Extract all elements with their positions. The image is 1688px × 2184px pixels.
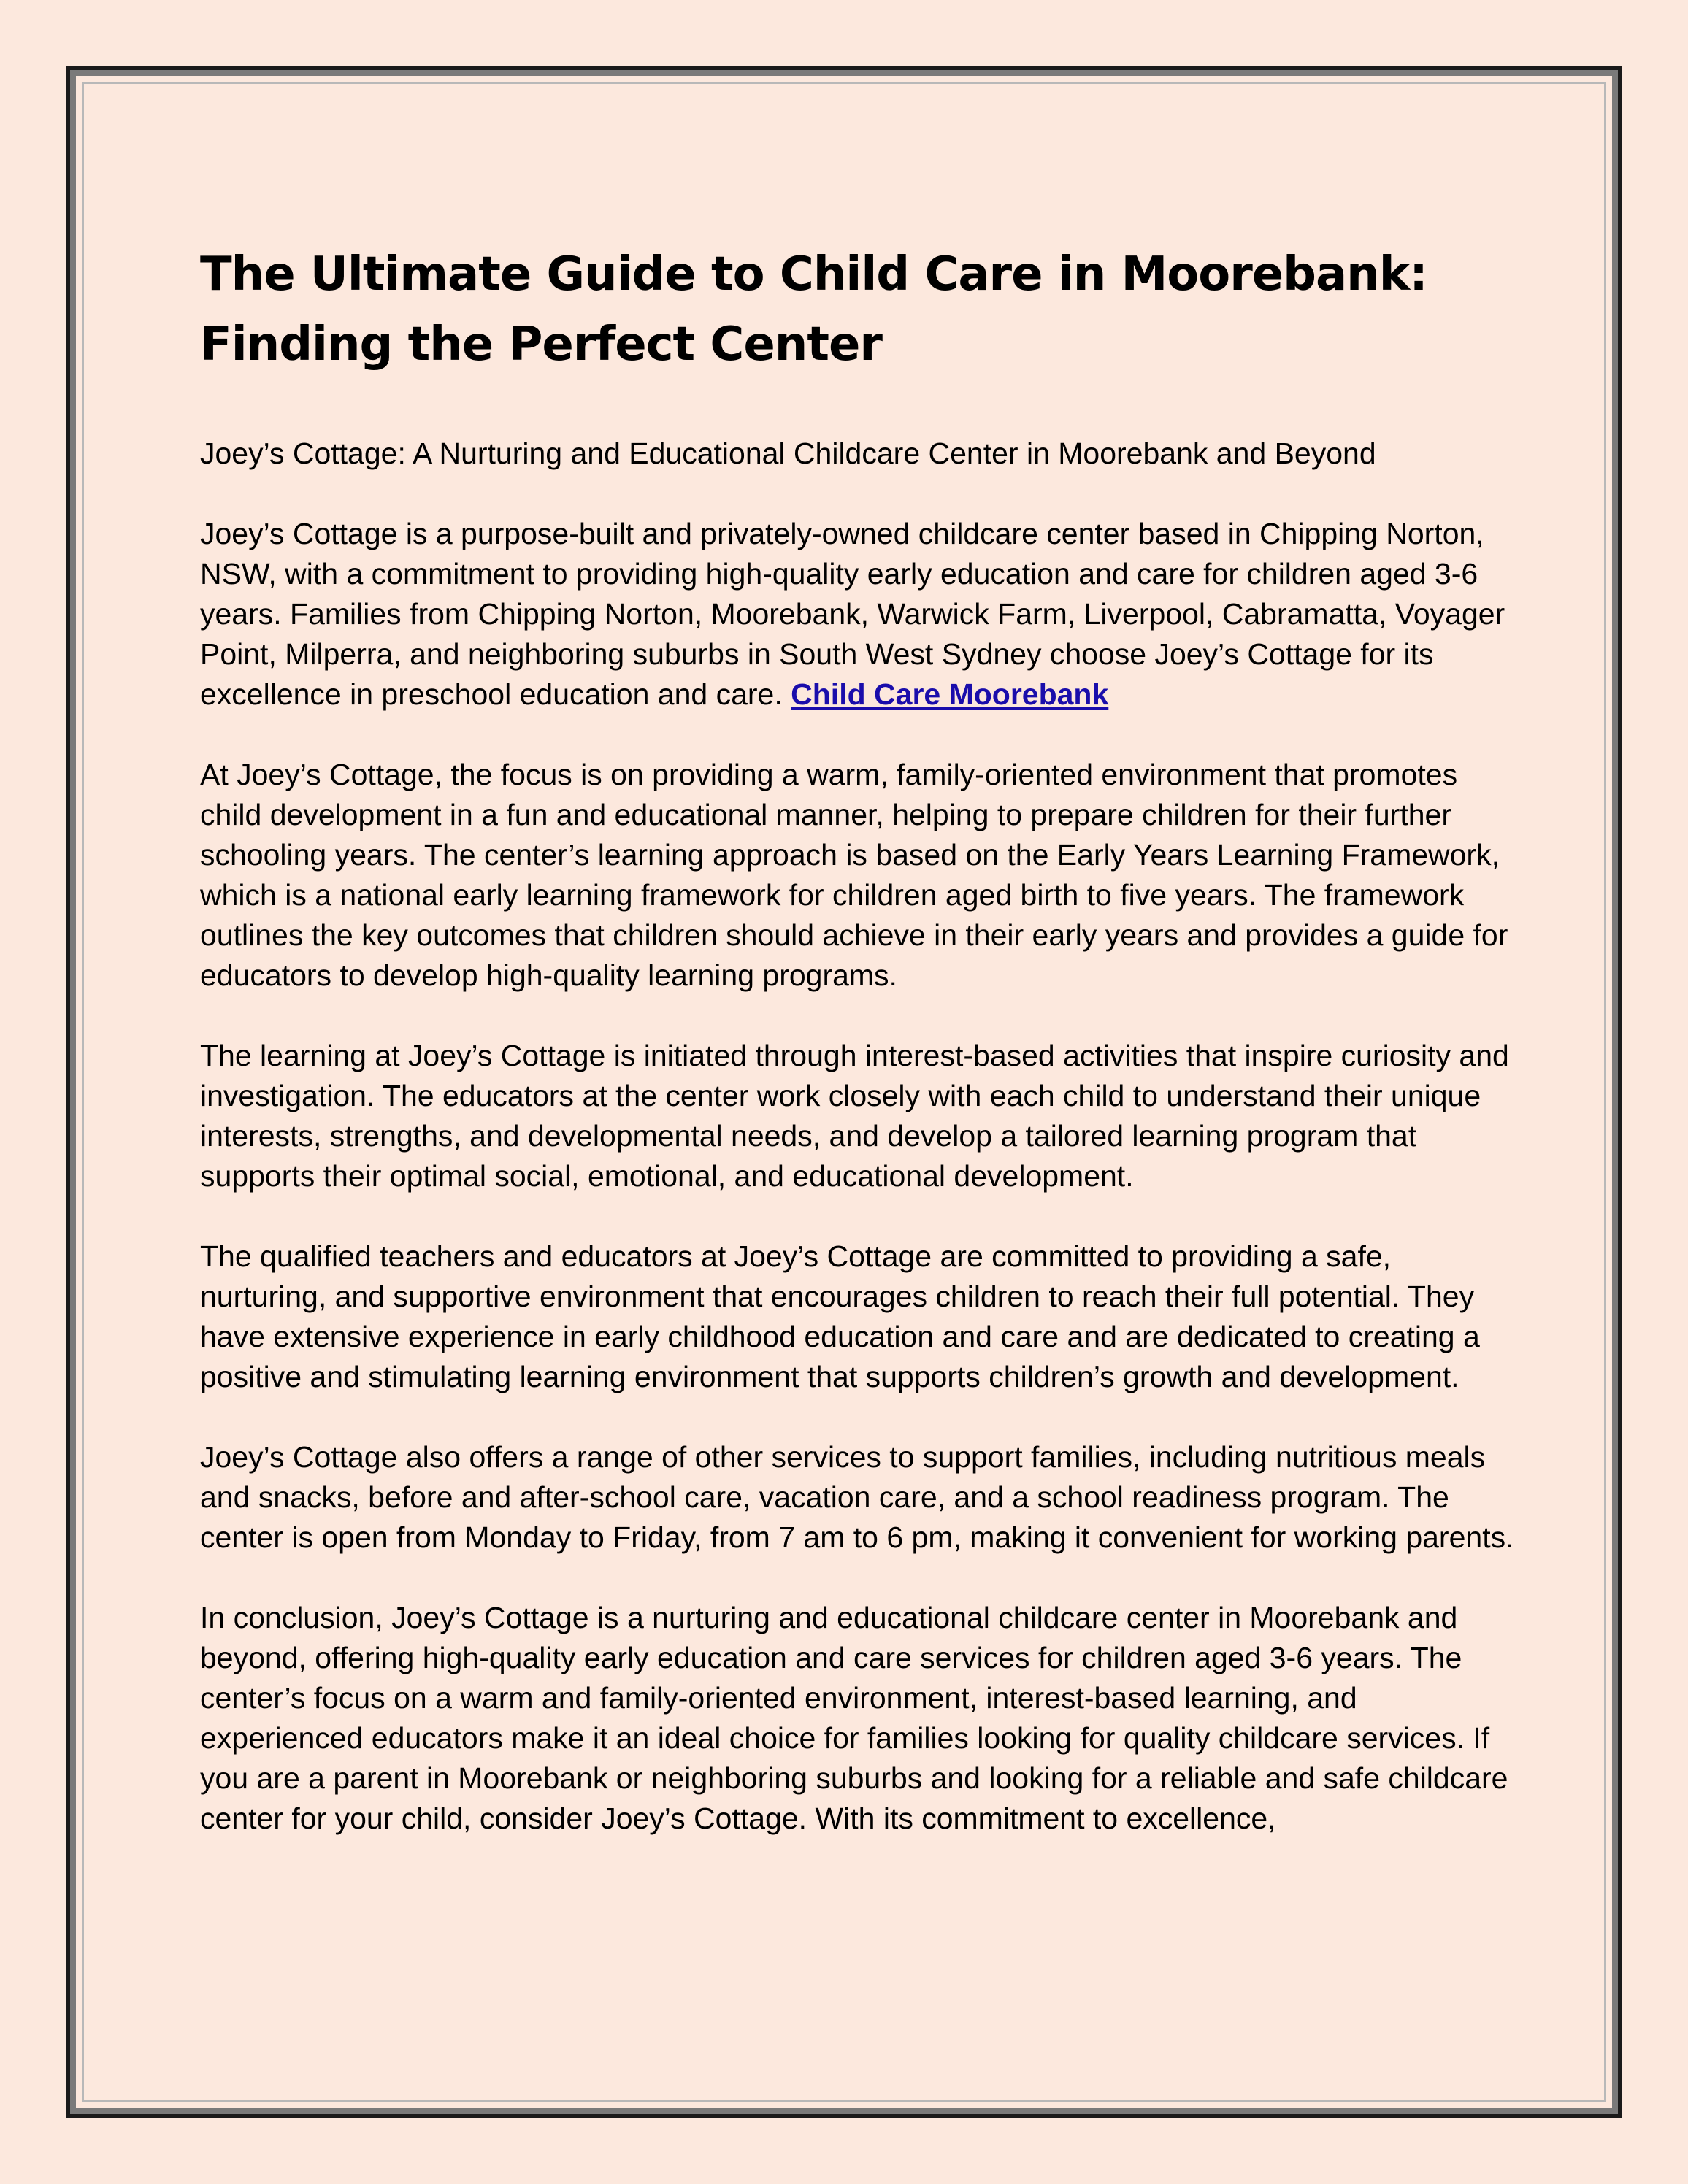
paragraph-learning: The learning at Joey’s Cottage is initiated through interest-based activities that inspire curiosity and investigation. The educators at the center work closely with each child to understand their unique interests, strengths, and developmental needs, and develop a tailored learning program that supports their optimal social, emotional, and educational development. xyxy=(200,1039,1509,1193)
paragraph-educators: The qualified teachers and educators at Joey’s Cottage are committed to providing a safe, nurturing, and supportive environment that encourages children to reach their full potential. They have extensive experience in early childhood education and care and are dedicated to creating a positive and stimulating learning environment that supports children’s growth and development. xyxy=(200,1239,1480,1393)
child-care-moorebank-link[interactable]: Child Care Moorebank xyxy=(791,677,1109,711)
paragraph-conclusion: In conclusion, Joey’s Cottage is a nurturing and educational childcare center in Moorebank and beyond, offering high-quality early education and care services for children aged 3-6 years. The center’s focus on a warm and family-oriented environment, interest-based learning, and experienced educators make it an ideal choice for families looking for quality childcare services. If you are a parent in Moorebank or neighboring suburbs and looking for a reliable and safe childcare center for your child, consider Joey’s Cottage. With its commitment to excellence, xyxy=(200,1601,1508,1835)
paragraph-intro-text: Joey’s Cottage is a purpose-built and privately-owned childcare center based in Chipping Norton, NSW, with a commitment to providing high-quality early education and care for children aged 3-6 years. Families from Chipping Norton, Moorebank, Warwick Farm, Liverpool, Cabramatta, Voyager Point, Milperra, and neighboring suburbs in South West Sydney choose Joey’s Cottage for its excellence in preschool education and care. xyxy=(200,517,1505,711)
article-title: The Ultimate Guide to Child Care in Moorebank: Finding the Perfect Center xyxy=(200,247,1427,372)
paragraph-intro xyxy=(200,514,1514,715)
paragraph-services: Joey’s Cottage also offers a range of other services to support families, including nutritious meals and snacks, before and after-school care, vacation care, and a school readiness program. The center is open from Monday to Friday, from 7 am to 6 pm, making it convenient for working parents. xyxy=(200,1440,1514,1554)
article-subtitle: Joey’s Cottage: A Nurturing and Educational Childcare Center in Moorebank and Beyond xyxy=(200,437,1376,470)
article xyxy=(200,239,1514,1839)
paragraph-approach: At Joey’s Cottage, the focus is on providing a warm, family-oriented environment that promotes child development in a fun and educational manner, helping to prepare children for their further schooling years. The center’s learning approach is based on the Early Years Learning Framework, which is a national early learning framework for children aged birth to five years. The framework outlines the key outcomes that children should achieve in their early years and provides a guide for educators to develop high-quality learning programs. xyxy=(200,758,1508,992)
